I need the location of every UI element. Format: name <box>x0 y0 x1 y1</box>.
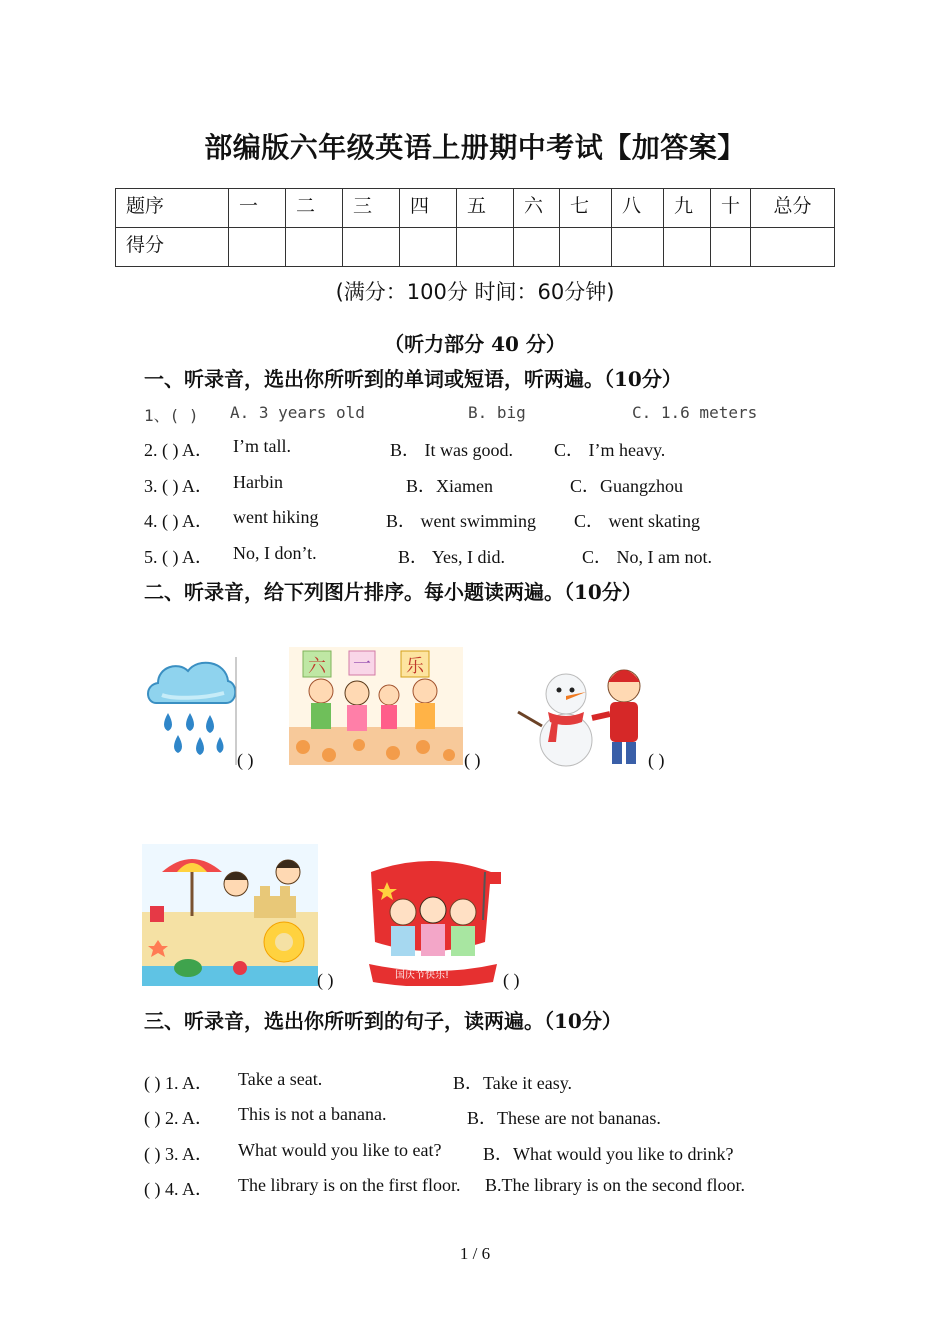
table-cell: 四 <box>400 189 457 228</box>
table-cell: 八 <box>612 189 664 228</box>
score-cell[interactable] <box>457 228 514 267</box>
rain-cloud-picture <box>142 655 238 767</box>
exam-meta: (满分：100分 时间：60分钟) <box>335 280 615 304</box>
q1-option-c: C. 1.6 meters <box>632 403 758 422</box>
table-cell: 五 <box>457 189 514 228</box>
score-table-score-row <box>116 228 835 267</box>
beach-picture <box>142 844 318 986</box>
table-cell: 得分 <box>116 228 229 267</box>
score-cell[interactable] <box>711 228 751 267</box>
q1-number: 1、( ) <box>144 406 199 425</box>
q2-number: 2. ( ) A． <box>144 440 213 460</box>
score-cell[interactable] <box>664 228 711 267</box>
score-cell[interactable] <box>286 228 343 267</box>
listening-header: （听力部分 40 分） <box>384 332 566 356</box>
banner-char-2: 一 <box>353 654 371 675</box>
s3-q4-number: ( ) 4. A． <box>144 1179 213 1199</box>
q5-option-b: B． Yes, I did. <box>398 547 506 567</box>
q1-option-b: B. big <box>468 403 526 422</box>
table-cell: 题序 <box>116 189 229 228</box>
table-cell: 十 <box>711 189 751 228</box>
s3-q3-option-a: What would you like to eat? <box>238 1140 442 1160</box>
s3-q2-number: ( ) 2. A． <box>144 1108 213 1128</box>
q5-number: 5. ( ) A． <box>144 547 213 567</box>
s3-q4-option-a: The library is on the first floor. <box>238 1175 461 1195</box>
s3-q1-number: ( ) 1. A． <box>144 1073 213 1093</box>
q2-option-c: C． I’m heavy. <box>554 440 666 460</box>
q3-option-c: C．Guangzhou <box>570 476 683 496</box>
table-cell: 总分 <box>751 189 835 228</box>
document-title: 部编版六年级英语上册期中考试【加答案】 <box>204 131 746 164</box>
score-cell[interactable] <box>751 228 835 267</box>
q5-option-a: No, I don’t. <box>233 543 317 563</box>
table-cell: 六 <box>514 189 560 228</box>
q1-option-a: A. 3 years old <box>230 403 365 422</box>
s3-q2-option-b: B．These are not bananas. <box>467 1108 661 1128</box>
score-table <box>115 188 835 267</box>
national-day-picture <box>365 860 505 986</box>
q5-option-c: C． No, I am not. <box>582 547 712 567</box>
s3-q1-option-a: Take a seat. <box>238 1069 323 1089</box>
s3-q2-option-a: This is not a banana. <box>238 1104 387 1124</box>
score-cell[interactable] <box>514 228 560 267</box>
section2-heading: 二、听录音，给下列图片排序。每小题读两遍。（10分） <box>144 580 642 604</box>
order-blank-2[interactable]: ( ) <box>464 750 481 770</box>
table-cell: 七 <box>560 189 612 228</box>
score-cell[interactable] <box>400 228 457 267</box>
childrens-day-picture <box>289 647 463 765</box>
s3-q4-option-b: B.The library is on the second floor. <box>485 1175 745 1195</box>
score-cell[interactable] <box>560 228 612 267</box>
q4-option-b: B． went swimming <box>386 511 537 531</box>
order-blank-4[interactable]: ( ) <box>317 970 334 990</box>
score-cell[interactable] <box>229 228 286 267</box>
q4-number: 4. ( ) A． <box>144 511 213 531</box>
score-table-header-row <box>116 189 835 228</box>
score-cell[interactable] <box>612 228 664 267</box>
flag-banner-text: 国庆节快乐! <box>395 970 450 981</box>
s3-q3-option-b: B．What would you like to drink? <box>483 1144 734 1164</box>
q4-option-c: C． went skating <box>574 511 700 531</box>
section3-heading: 三、听录音，选出你所听到的句子，读两遍。（10分） <box>144 1009 622 1033</box>
order-blank-5[interactable]: ( ) <box>503 970 520 990</box>
table-cell: 一 <box>229 189 286 228</box>
score-cell[interactable] <box>343 228 400 267</box>
banner-char-3: 乐 <box>406 656 424 677</box>
banner-char-1: 六 <box>308 656 326 677</box>
q3-option-b: B．Xiamen <box>406 476 493 496</box>
q4-option-a: went hiking <box>233 507 319 527</box>
s3-q1-option-b: B．Take it easy. <box>453 1073 573 1093</box>
q3-number: 3. ( ) A． <box>144 476 213 496</box>
q2-option-a: I’m tall. <box>233 436 291 456</box>
order-blank-3[interactable]: ( ) <box>648 750 665 770</box>
q2-option-b: B． It was good. <box>390 440 513 460</box>
q3-option-a: Harbin <box>233 472 283 492</box>
page-number: 1 / 6 <box>459 1244 491 1263</box>
order-blank-1[interactable]: ( ) <box>237 750 254 770</box>
section1-heading: 一、听录音，选出你所听到的单词或短语，听两遍。（10分） <box>144 367 682 391</box>
table-cell: 三 <box>343 189 400 228</box>
snowman-picture <box>512 660 648 768</box>
s3-q3-number: ( ) 3. A． <box>144 1144 213 1164</box>
table-cell: 二 <box>286 189 343 228</box>
table-cell: 九 <box>664 189 711 228</box>
